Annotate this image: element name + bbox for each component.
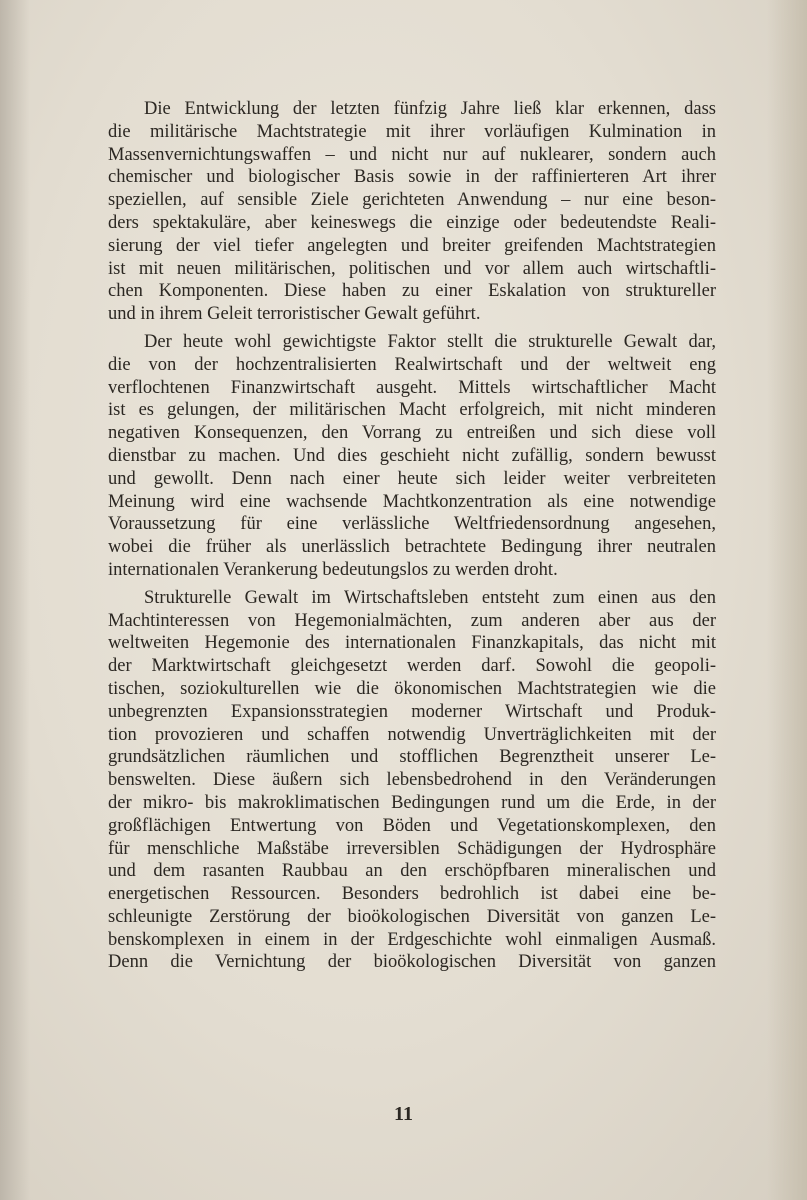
text-line: Strukturelle Gewalt im Wirtschaftsleben entsteht zum einen aus den xyxy=(144,587,716,608)
text-line: speziellen, auf sensible Ziele gerichteten Anwendung – nur eine beson- xyxy=(108,190,716,211)
text-line: Denn die Vernichtung der bioökologischen Diversität von ganzen xyxy=(108,952,716,973)
text-line: und in ihrem Geleit terroristischer Gewalt geführt. xyxy=(108,304,481,325)
text-line: tischen, soziokulturellen wie die ökonomischen Machtstrategien wie die xyxy=(108,678,716,699)
text-line: ders spektakuläre, aber keineswegs die einzige oder bedeutendste Reali- xyxy=(108,212,716,233)
text-line: internationalen Verankerung bedeutungslos zu werden droht. xyxy=(108,559,558,580)
text-line: dienstbar zu machen. Und dies geschieht nicht zufällig, sondern bewusst xyxy=(108,445,716,466)
text-line: für menschliche Maßstäbe irreversiblen Schädigungen der Hydrosphäre xyxy=(108,838,716,859)
body-text xyxy=(108,98,716,979)
text-line: grundsätzlichen räumlichen und stofflichen Begrenztheit unserer Le- xyxy=(108,747,716,768)
text-line: weltweiten Hegemonie des internationalen Finanzkapitals, das nicht mit xyxy=(108,633,716,654)
text-line: unbegrenzten Expansionsstrategien moderner Wirtschaft und Produk- xyxy=(108,701,716,722)
paragraph-1 xyxy=(108,98,716,326)
text-line: wobei die früher als unerlässlich betrachtete Bedingung ihrer neutralen xyxy=(108,537,716,558)
text-line: Massenvernichtungswaffen – und nicht nur auf nuklearer, sondern auch xyxy=(108,144,716,165)
text-line: energetischen Ressourcen. Besonders bedrohlich ist dabei eine be- xyxy=(108,884,716,905)
text-line: und gewollt. Denn nach einer heute sich leider weiter verbreiteten xyxy=(108,468,716,489)
text-line: verflochtenen Finanzwirtschaft ausgeht. Mittels wirtschaftlicher Macht xyxy=(108,377,716,398)
text-line: Voraussetzung für eine verlässliche Weltfriedensordnung angesehen, xyxy=(108,514,716,535)
page-gutter-shadow xyxy=(0,0,30,1200)
text-line: Meinung wird eine wachsende Machtkonzentration als eine notwendige xyxy=(108,491,716,512)
text-line: großflächigen Entwertung von Böden und Vegetationskomplexen, den xyxy=(108,815,716,836)
text-line: schleunigte Zerstörung der bioökologischen Diversität von ganzen Le- xyxy=(108,906,716,927)
text-line: der Marktwirtschaft gleichgesetzt werden darf. Sowohl die geopoli- xyxy=(108,656,716,677)
text-line: ist mit neuen militärischen, politischen und vor allem auch wirtschaftli- xyxy=(108,258,716,279)
text-line: die von der hochzentralisierten Realwirtschaft und der weltweit eng xyxy=(108,354,716,375)
text-line: Die Entwicklung der letzten fünfzig Jahre ließ klar erkennen, dass xyxy=(144,99,716,119)
text-line: Machtinteressen von Hegemonialmächten, zum anderen aber aus der xyxy=(108,610,716,631)
text-line: chemischer und biologischer Basis sowie in der raffinierteren Art ihrer xyxy=(108,167,716,188)
text-line: der mikro- bis makroklimatischen Bedingungen rund um die Erde, in der xyxy=(108,792,716,813)
text-line: sierung der viel tiefer angelegten und breiter greifenden Machtstrategien xyxy=(108,235,716,256)
text-line: ist es gelungen, der militärischen Macht erfolgreich, mit nicht minderen xyxy=(108,400,716,421)
paragraph-2 xyxy=(108,331,716,582)
text-line: negativen Konsequenzen, den Vorrang zu entreißen und sich diese voll xyxy=(108,423,716,444)
page-edge-shadow xyxy=(767,0,807,1200)
text-line: tion provozieren und schaffen notwendig Unverträglichkeiten mit der xyxy=(108,724,716,745)
text-line: die militärische Machtstrategie mit ihrer vorläufigen Kulmination in xyxy=(108,121,716,142)
text-line: und dem rasanten Raubbau an den erschöpfbaren mineralischen und xyxy=(108,861,716,882)
text-line: chen Komponenten. Diese haben zu einer Eskalation von struktureller xyxy=(108,281,716,302)
text-line: benskomplexen in einem in der Erdgeschichte wohl einmaligen Ausmaß. xyxy=(108,929,716,950)
paragraph-3 xyxy=(108,587,716,975)
text-line: Der heute wohl gewichtigste Faktor stellt die strukturelle Gewalt dar, xyxy=(144,331,716,352)
text-line: benswelten. Diese äußern sich lebensbedrohend in den Veränderungen xyxy=(108,770,716,791)
page-number: 11 xyxy=(394,1103,413,1125)
